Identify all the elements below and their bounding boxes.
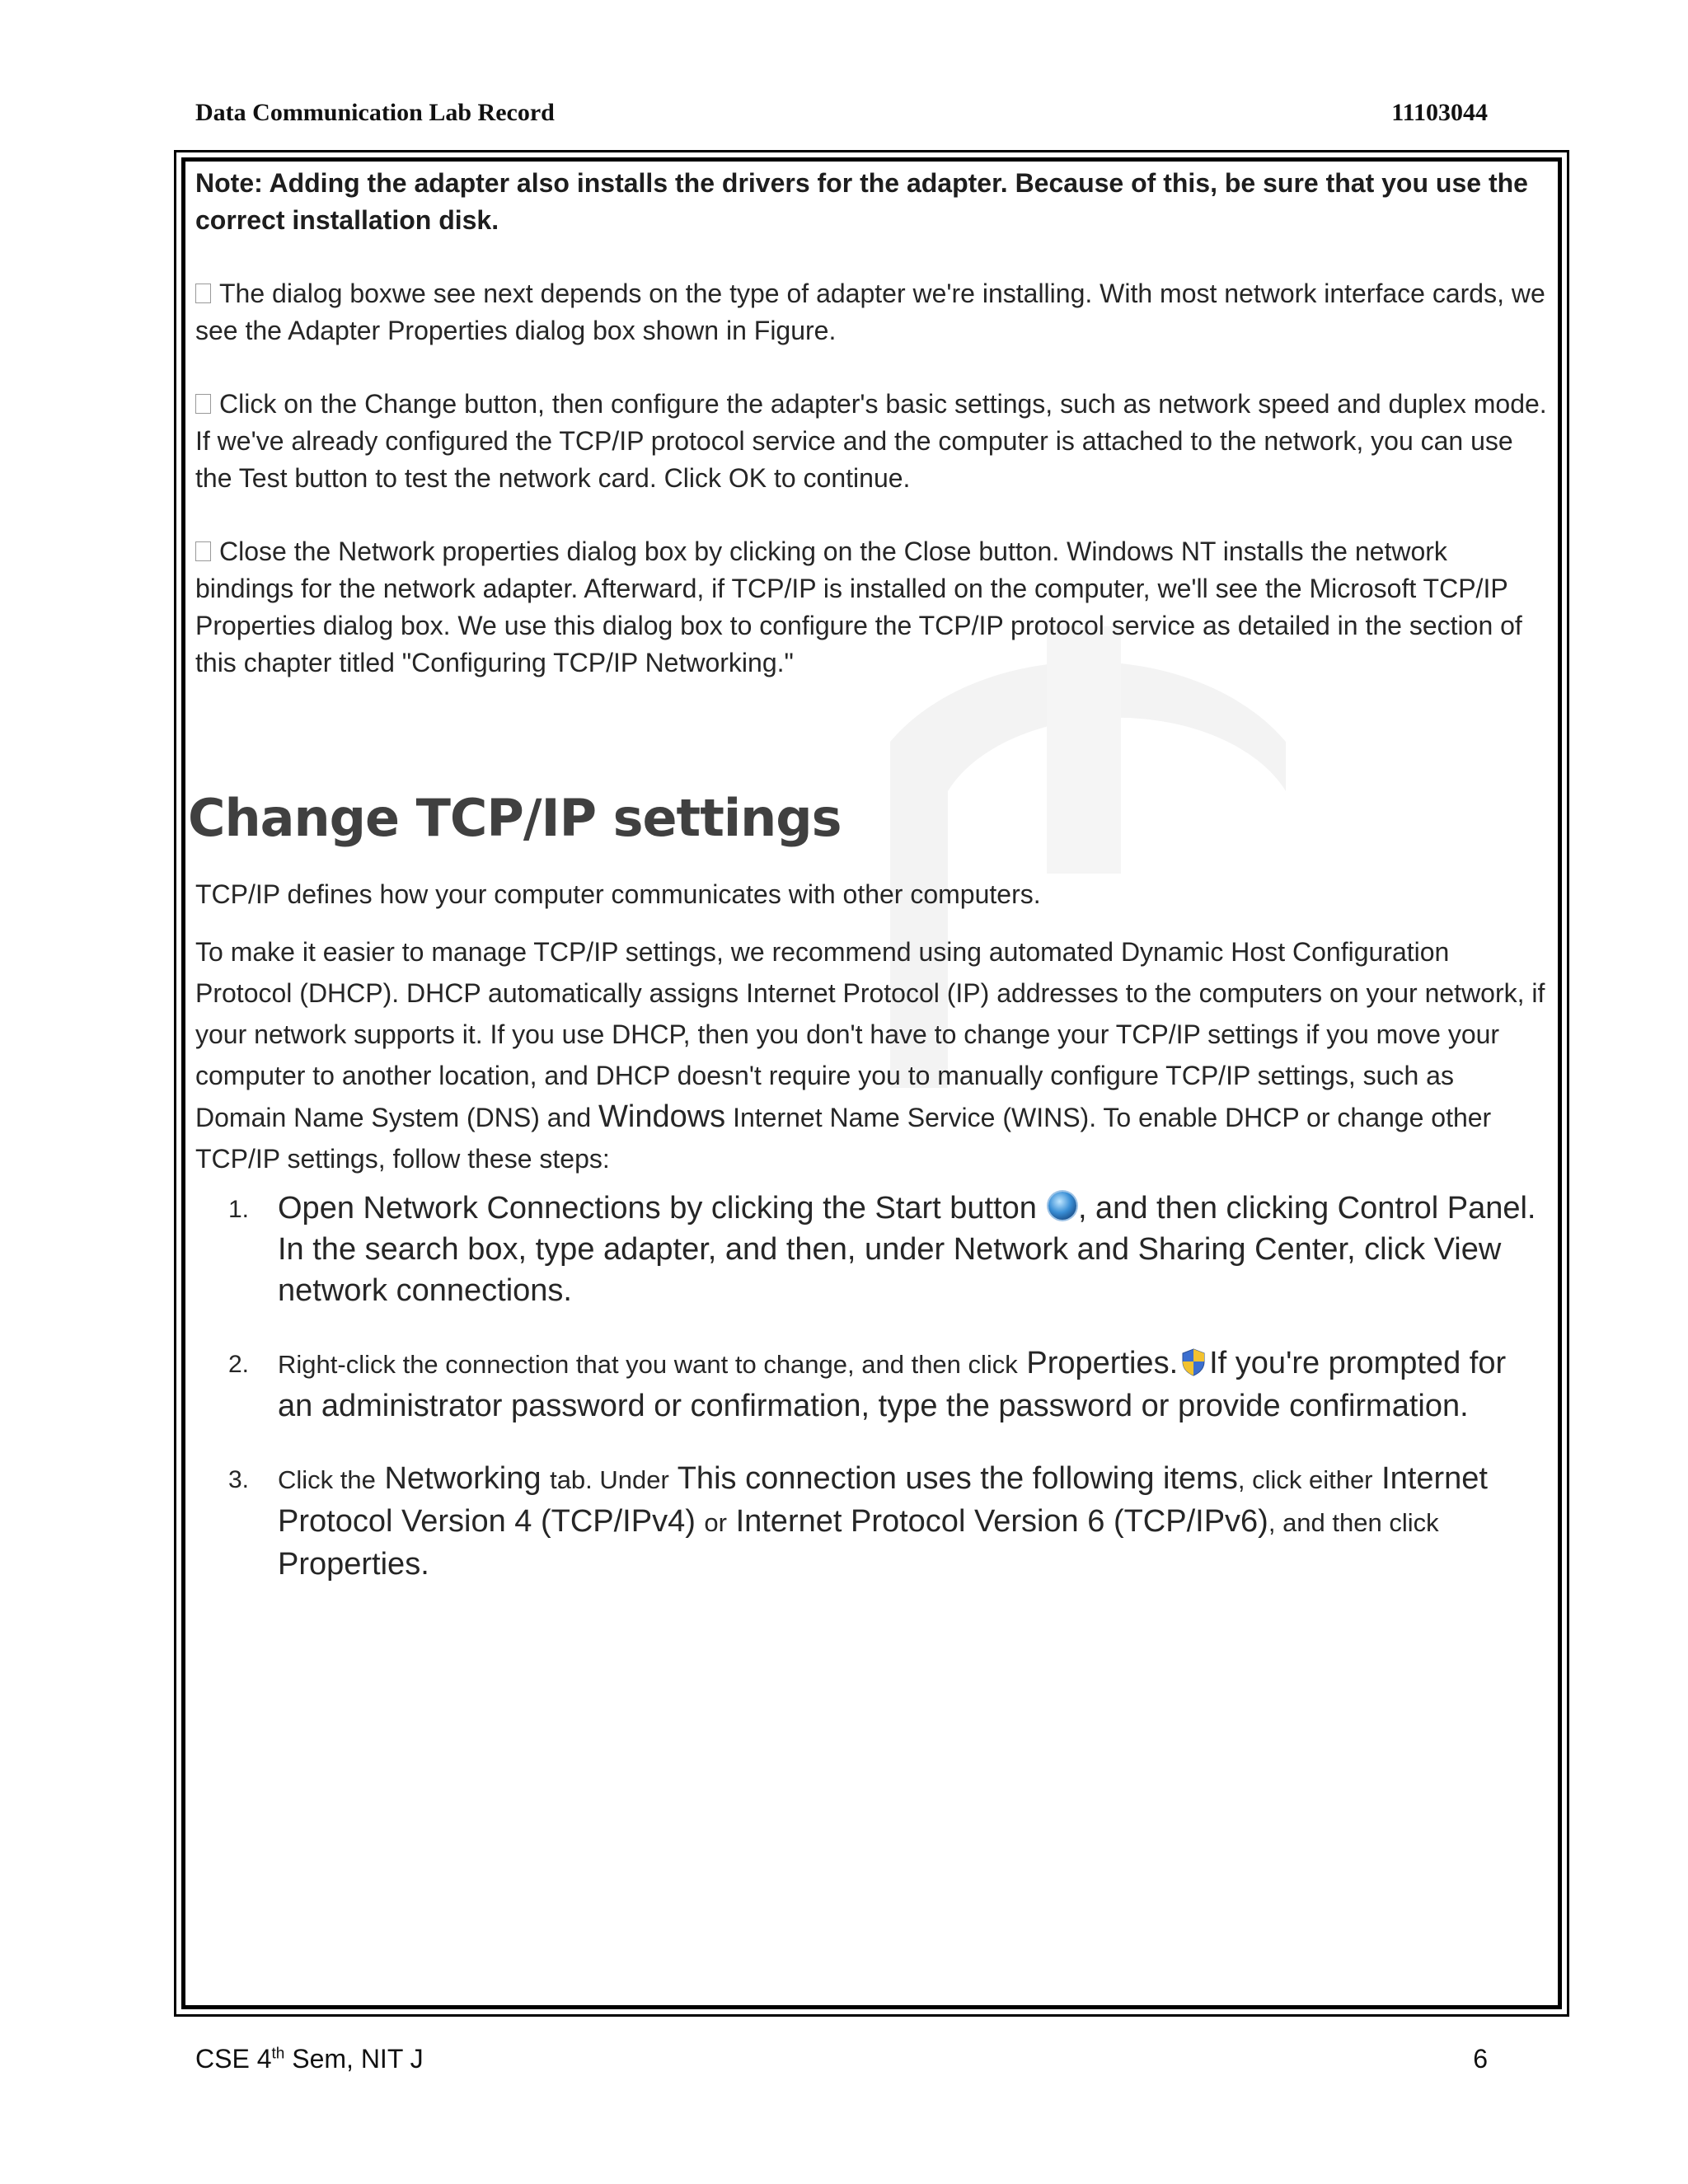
section-heading: Change TCP/IP settings bbox=[188, 788, 842, 848]
uac-shield-icon bbox=[1181, 1348, 1206, 1376]
list-item: 1. Open Network Connections by clicking the Start button , and then clicking Control Panel. In the search box, type adapter, and then, under Network and Sharing Center, click View network connections. bbox=[228, 1191, 1536, 1308]
bullet-box-icon bbox=[195, 541, 211, 561]
note-text: Note: Adding the adapter also installs the drivers for the adapter. Because of this, be sure that you use the correct installation disk. bbox=[195, 168, 1528, 235]
content-area bbox=[188, 165, 1547, 1616]
bullet-box-icon bbox=[195, 284, 211, 303]
bullet-paragraph: Close the Network properties dialog box by clicking on the Close button. Windows NT installs the network bindings for the network adapter. Afterward, if TCP/IP is installed on the computer, we'll see the Microsoft TCP/IP Properties dialog box. We use this dialog box to configure the TCP/IP protocol service as detailed in the section of this chapter titled "Configuring TCP/IP Networking." bbox=[195, 537, 1522, 677]
section-intro: TCP/IP defines how your computer communicates with other computers. bbox=[195, 879, 1041, 909]
windows-start-icon bbox=[1048, 1192, 1076, 1220]
bullet-paragraph: Click on the Change button, then configure the adapter's basic settings, such as network speed and duplex mode. If we've already configured the TCP/IP protocol service and the computer is attached to the network, you can use the Test button to test the network card. Click OK to continue. bbox=[195, 389, 1547, 493]
page-number: 6 bbox=[1473, 2044, 1488, 2074]
header-title: Data Communication Lab Record bbox=[195, 99, 555, 126]
section-body: To make it easier to manage TCP/IP settings, we recommend using automated Dynamic Host Configuration Protocol (DHCP). DHCP automatically assigns Internet Protocol (IP) addresses to the computers on your network, if your network supports it. If you use DHCP, then you don't have to change your TCP/IP settings if you move your computer to another location, and DHCP doesn't require you to manually configure TCP/IP settings, such as Domain Name System (DNS) and Windows Internet Name Service (WINS). To enable DHCP or change other TCP/IP settings, follow these steps: bbox=[195, 937, 1545, 1174]
bullet-box-icon bbox=[195, 394, 211, 414]
header-roll-number: 11103044 bbox=[1391, 99, 1488, 126]
footer-course: CSE 4th Sem, NIT J bbox=[195, 2044, 424, 2074]
steps-list bbox=[195, 1188, 1547, 1585]
bullet-paragraph: The dialog boxwe see next depends on the type of adapter we're installing. With most network interface cards, we see the Adapter Properties dialog box shown in Figure. bbox=[195, 279, 1545, 345]
list-item: 3. Click the Networking tab. Under This connection uses the following items, click either Internet Protocol Version 4 (TCP/IPv4) or Internet Protocol Version 6 (TCP/IPv6), and then click Properties. bbox=[228, 1461, 1488, 1582]
list-item: 2. Right-click the connection that you want to change, and then click Properties. If you're prompted for an administrator password or confirmation, type the password or provide confirmation. bbox=[228, 1346, 1507, 1423]
